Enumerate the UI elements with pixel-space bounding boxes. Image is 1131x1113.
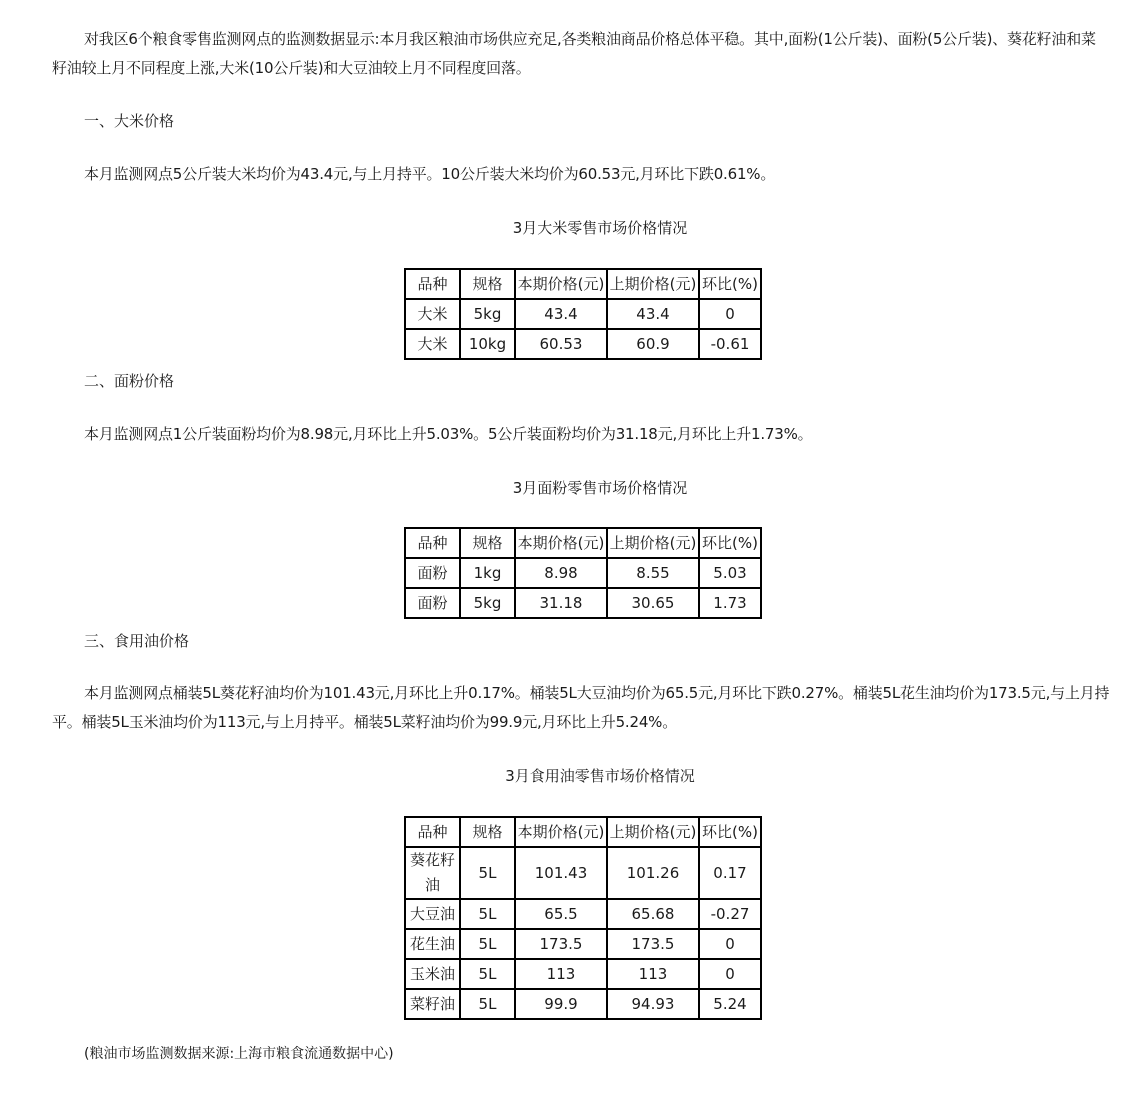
cell-variety: 葵花籽油 xyxy=(405,847,460,899)
rice-paragraph: 本月监测网点5公斤装大米均价为43.4元,与上月持平。10公斤装大米均价为60.53元,月环比下跌0.61%。 xyxy=(84,165,776,183)
cell-variety: 菜籽油 xyxy=(405,989,460,1019)
table-row xyxy=(405,959,761,989)
cell-variety: 大米 xyxy=(405,299,460,329)
flour-paragraph: 本月监测网点1公斤装面粉均价为8.98元,月环比上升5.03%。5公斤装面粉均价为31.18元,月环比上升1.73%。 xyxy=(84,425,813,443)
cell-spec: 5L xyxy=(460,929,515,959)
header-spec: 规格 xyxy=(460,817,515,847)
cell-spec: 5kg xyxy=(460,588,515,618)
table-row xyxy=(405,329,761,359)
cell-previous-price: 101.26 xyxy=(607,847,699,899)
rice-heading: 一、大米价格 xyxy=(84,112,175,130)
flour-heading: 二、面粉价格 xyxy=(84,372,175,390)
cell-current-price: 99.9 xyxy=(515,989,607,1019)
header-variety: 品种 xyxy=(405,528,460,558)
oil-paragraph: 本月监测网点桶装5L葵花籽油均价为101.43元,月环比上升0.17%。桶装5L大豆油均价为65.5元,月环比下跌0.27%。桶装5L花生油均价为173.5元,与上月持平。桶装5L玉米油均价为113元,与上月持平。桶装5L菜籽油均价为99.9元,月环比上升5.24%。 xyxy=(52,684,1110,731)
cell-spec: 5L xyxy=(460,989,515,1019)
data-source-note: (粮油市场监测数据来源:上海市粮食流通数据中心) xyxy=(84,1046,394,1062)
cell-change: 5.24 xyxy=(699,989,761,1019)
cell-previous-price: 65.68 xyxy=(607,899,699,929)
cell-current-price: 113 xyxy=(515,959,607,989)
flour-price-table xyxy=(404,527,762,619)
cell-change: 0.17 xyxy=(699,847,761,899)
header-current-price: 本期价格(元) xyxy=(515,817,607,847)
header-variety: 品种 xyxy=(405,269,460,299)
cell-variety: 大豆油 xyxy=(405,899,460,929)
header-current-price: 本期价格(元) xyxy=(515,269,607,299)
cell-current-price: 60.53 xyxy=(515,329,607,359)
cell-previous-price: 8.55 xyxy=(607,558,699,588)
table-row xyxy=(405,299,761,329)
oil-table-caption: 3月食用油零售市场价格情况 xyxy=(505,767,695,785)
cell-previous-price: 113 xyxy=(607,959,699,989)
oil-heading: 三、食用油价格 xyxy=(84,632,190,650)
rice-table-caption: 3月大米零售市场价格情况 xyxy=(512,219,688,237)
header-change: 环比(%) xyxy=(699,528,761,558)
intro-paragraph: 对我区6个粮食零售监测网点的监测数据显示:本月我区粮油市场供应充足,各类粮油商品价格总体平稳。其中,面粉(1公斤装)、面粉(5公斤装)、葵花籽油和菜籽油较上月不同程度上涨,大米(10公斤装)和大豆油较上月不同程度回落。 xyxy=(52,30,1096,77)
header-change: 环比(%) xyxy=(699,269,761,299)
header-previous-price: 上期价格(元) xyxy=(607,528,699,558)
cell-change: -0.61 xyxy=(699,329,761,359)
cell-current-price: 65.5 xyxy=(515,899,607,929)
header-change: 环比(%) xyxy=(699,817,761,847)
table-header-row xyxy=(405,528,761,558)
header-current-price: 本期价格(元) xyxy=(515,528,607,558)
flour-table-caption: 3月面粉零售市场价格情况 xyxy=(512,479,688,497)
cell-variety: 面粉 xyxy=(405,558,460,588)
table-row xyxy=(405,588,761,618)
header-spec: 规格 xyxy=(460,269,515,299)
cell-variety: 玉米油 xyxy=(405,959,460,989)
cell-change: 1.73 xyxy=(699,588,761,618)
cell-current-price: 43.4 xyxy=(515,299,607,329)
table-row xyxy=(405,899,761,929)
cell-spec: 5L xyxy=(460,847,515,899)
header-variety: 品种 xyxy=(405,817,460,847)
table-row xyxy=(405,989,761,1019)
cell-change: 0 xyxy=(699,299,761,329)
table-header-row xyxy=(405,817,761,847)
cell-previous-price: 173.5 xyxy=(607,929,699,959)
cell-previous-price: 30.65 xyxy=(607,588,699,618)
cell-previous-price: 60.9 xyxy=(607,329,699,359)
header-previous-price: 上期价格(元) xyxy=(607,269,699,299)
cell-variety: 大米 xyxy=(405,329,460,359)
rice-price-table xyxy=(404,268,762,360)
cell-variety: 面粉 xyxy=(405,588,460,618)
cell-change: 5.03 xyxy=(699,558,761,588)
oil-price-table xyxy=(404,816,762,1020)
cell-current-price: 8.98 xyxy=(515,558,607,588)
cell-variety: 花生油 xyxy=(405,929,460,959)
header-spec: 规格 xyxy=(460,528,515,558)
cell-spec: 5L xyxy=(460,899,515,929)
cell-current-price: 31.18 xyxy=(515,588,607,618)
table-row xyxy=(405,558,761,588)
table-row xyxy=(405,847,761,899)
cell-previous-price: 43.4 xyxy=(607,299,699,329)
cell-change: 0 xyxy=(699,959,761,989)
cell-previous-price: 94.93 xyxy=(607,989,699,1019)
cell-change: -0.27 xyxy=(699,899,761,929)
cell-current-price: 101.43 xyxy=(515,847,607,899)
cell-change: 0 xyxy=(699,929,761,959)
cell-spec: 10kg xyxy=(460,329,515,359)
cell-current-price: 173.5 xyxy=(515,929,607,959)
table-row xyxy=(405,929,761,959)
cell-spec: 5kg xyxy=(460,299,515,329)
header-previous-price: 上期价格(元) xyxy=(607,817,699,847)
table-header-row xyxy=(405,269,761,299)
cell-spec: 1kg xyxy=(460,558,515,588)
cell-spec: 5L xyxy=(460,959,515,989)
